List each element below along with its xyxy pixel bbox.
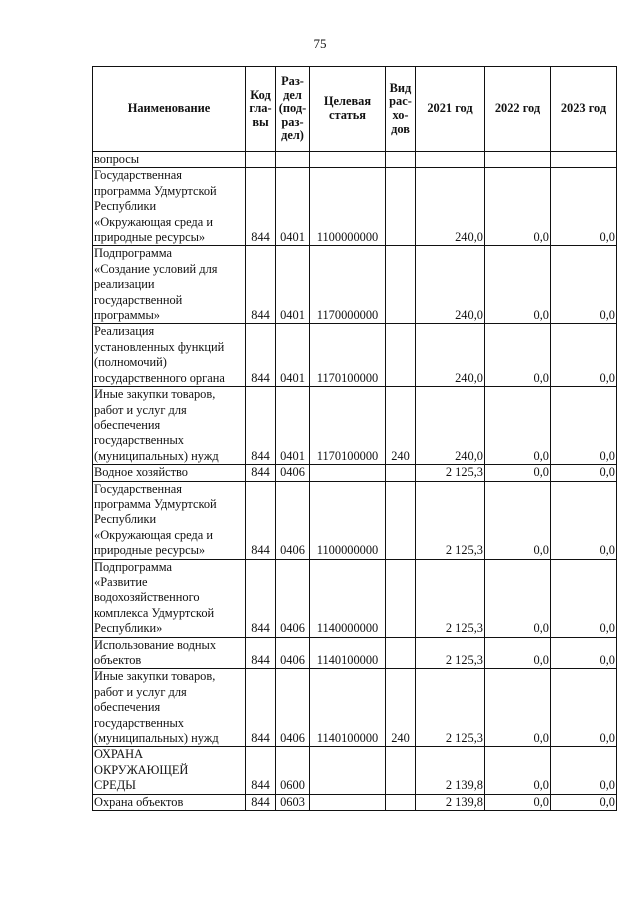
header-2023: 2023 год [551, 67, 617, 152]
row-expense: 240 [386, 387, 416, 465]
row-name-line: комплекса Удмуртской [94, 605, 215, 620]
header-name: Наименование [93, 67, 246, 152]
row-name [93, 747, 246, 794]
row-target [310, 465, 386, 481]
row-name-line: (полномочий) [94, 355, 167, 370]
header-expense: Вид рас- хо- дов [386, 67, 416, 152]
row-name-line: Подпрограмма [94, 246, 172, 261]
row-2023: 0,0 [551, 669, 617, 747]
row-name-line: Охрана объектов [94, 794, 184, 809]
table-row [93, 465, 617, 481]
row-target [310, 794, 386, 810]
row-name-line: СРЕДЫ [94, 778, 136, 793]
header-target: Целевая статья [310, 67, 386, 152]
row-name-line: Республики» [94, 621, 163, 636]
row-target: 1170100000 [310, 387, 386, 465]
row-code: 844 [246, 465, 276, 481]
row-2021 [416, 152, 485, 168]
row-2023: 0,0 [551, 324, 617, 387]
row-expense [386, 246, 416, 324]
row-name [93, 324, 246, 387]
row-code: 844 [246, 747, 276, 794]
row-section: 0406 [276, 559, 310, 637]
row-expense [386, 747, 416, 794]
row-code: 844 [246, 168, 276, 246]
row-name-line: Государственная [94, 168, 182, 183]
row-expense [386, 168, 416, 246]
row-2021: 2 125,3 [416, 481, 485, 559]
row-2021: 2 139,8 [416, 794, 485, 810]
row-name-line: установленных функций [94, 339, 225, 354]
budget-table [92, 66, 617, 811]
row-expense [386, 794, 416, 810]
row-expense [386, 152, 416, 168]
row-name-line: работ и услуг для [94, 402, 187, 417]
row-name [93, 246, 246, 324]
row-section: 0401 [276, 246, 310, 324]
header-2021: 2021 год [416, 67, 485, 152]
row-name-line: обеспечения [94, 417, 161, 432]
row-name-line: вопросы [94, 152, 140, 166]
row-section: 0401 [276, 324, 310, 387]
row-expense [386, 637, 416, 669]
table-header-row [93, 67, 617, 152]
row-name [93, 559, 246, 637]
row-code: 844 [246, 669, 276, 747]
row-name [93, 465, 246, 481]
row-name-line: Реализация [94, 324, 155, 339]
table-body [93, 152, 617, 811]
row-target: 1100000000 [310, 481, 386, 559]
row-code: 844 [246, 559, 276, 637]
row-2022: 0,0 [485, 465, 551, 481]
row-name-line: объектов [94, 653, 142, 667]
table-row [93, 324, 617, 387]
row-expense [386, 559, 416, 637]
row-section: 0406 [276, 465, 310, 481]
header-code: Код гла- вы [246, 67, 276, 152]
row-section [276, 152, 310, 168]
row-target: 1170100000 [310, 324, 386, 387]
row-section: 0406 [276, 481, 310, 559]
row-name-line: Подпрограмма [94, 559, 172, 574]
row-name-line: программа Удмуртской [94, 496, 217, 511]
row-name-line: Иные закупки товаров, [94, 669, 216, 684]
row-name-line: ОКРУЖАЮЩЕЙ [94, 762, 189, 777]
row-name-line: природные ресурсы» [94, 543, 206, 558]
row-2021: 240,0 [416, 246, 485, 324]
row-2023: 0,0 [551, 481, 617, 559]
row-target [310, 747, 386, 794]
table-row [93, 152, 617, 168]
table-row [93, 481, 617, 559]
row-2023: 0,0 [551, 246, 617, 324]
row-name-line: государственных [94, 715, 185, 730]
row-2023: 0,0 [551, 794, 617, 810]
row-name-line: водохозяйственного [94, 590, 200, 605]
row-2022: 0,0 [485, 324, 551, 387]
row-expense: 240 [386, 669, 416, 747]
row-name [93, 481, 246, 559]
row-name-line: государственных [94, 433, 185, 448]
row-2023: 0,0 [551, 465, 617, 481]
row-target [310, 152, 386, 168]
row-target: 1100000000 [310, 168, 386, 246]
row-section: 0401 [276, 387, 310, 465]
row-2023: 0,0 [551, 637, 617, 669]
row-name-line: «Окружающая среда и [94, 527, 213, 542]
row-name-line: Государственная [94, 481, 182, 496]
row-expense [386, 465, 416, 481]
row-name [93, 794, 246, 810]
table-row [93, 637, 617, 669]
row-2021: 2 125,3 [416, 465, 485, 481]
row-name [93, 669, 246, 747]
row-section: 0603 [276, 794, 310, 810]
row-target: 1140100000 [310, 669, 386, 747]
row-2022: 0,0 [485, 559, 551, 637]
row-target: 1170000000 [310, 246, 386, 324]
row-name-line: государственной [94, 292, 183, 307]
row-name-line: Республики [94, 512, 157, 527]
row-2023: 0,0 [551, 168, 617, 246]
table-row [93, 387, 617, 465]
row-2023 [551, 152, 617, 168]
row-2021: 240,0 [416, 387, 485, 465]
row-2022: 0,0 [485, 246, 551, 324]
row-2023: 0,0 [551, 387, 617, 465]
table-row [93, 168, 617, 246]
row-name-line: «Окружающая среда и [94, 214, 213, 229]
row-2022: 0,0 [485, 387, 551, 465]
row-name-line: обеспечения [94, 700, 161, 715]
row-2021: 2 139,8 [416, 747, 485, 794]
row-2021: 240,0 [416, 324, 485, 387]
header-section: Раз- дел (под- раз- дел) [276, 67, 310, 152]
header-2022: 2022 год [485, 67, 551, 152]
row-code: 844 [246, 387, 276, 465]
row-2022: 0,0 [485, 637, 551, 669]
row-name-line: Водное хозяйство [94, 465, 189, 480]
row-name-line: Использование водных [94, 637, 217, 652]
row-name-line: Иные закупки товаров, [94, 387, 216, 402]
row-expense [386, 481, 416, 559]
row-name-line: программы» [94, 308, 161, 323]
row-name-line: Республики [94, 199, 157, 214]
page-number: 75 [313, 36, 327, 51]
row-target: 1140100000 [310, 637, 386, 669]
row-name-line: работ и услуг для [94, 684, 187, 699]
row-section: 0401 [276, 168, 310, 246]
row-2021: 240,0 [416, 168, 485, 246]
row-name-line: природные ресурсы» [94, 230, 206, 245]
row-code: 844 [246, 637, 276, 669]
row-2022: 0,0 [485, 168, 551, 246]
table-row [93, 747, 617, 794]
row-target: 1140000000 [310, 559, 386, 637]
row-section: 0406 [276, 637, 310, 669]
table-row [93, 559, 617, 637]
row-code: 844 [246, 324, 276, 387]
row-code [246, 152, 276, 168]
row-section: 0406 [276, 669, 310, 747]
row-2022: 0,0 [485, 794, 551, 810]
row-name-line: «Развитие [94, 574, 148, 589]
row-name [93, 637, 246, 669]
row-2022: 0,0 [485, 747, 551, 794]
row-code: 844 [246, 481, 276, 559]
table-row [93, 794, 617, 810]
row-2022: 0,0 [485, 481, 551, 559]
row-name [93, 387, 246, 465]
row-name [93, 152, 246, 168]
row-2022 [485, 152, 551, 168]
row-2023: 0,0 [551, 747, 617, 794]
row-2022: 0,0 [485, 669, 551, 747]
row-section: 0600 [276, 747, 310, 794]
row-2021: 2 125,3 [416, 669, 485, 747]
row-2021: 2 125,3 [416, 559, 485, 637]
row-name-line: (муниципальных) нужд [94, 448, 219, 463]
row-code: 844 [246, 794, 276, 810]
row-code: 844 [246, 246, 276, 324]
row-2023: 0,0 [551, 559, 617, 637]
row-2021: 2 125,3 [416, 637, 485, 669]
table-row [93, 246, 617, 324]
row-name-line: реализации [94, 277, 155, 292]
table-row [93, 669, 617, 747]
row-name-line: «Создание условий для [94, 261, 218, 276]
row-name [93, 168, 246, 246]
row-name-line: государственного органа [94, 370, 225, 385]
row-name-line: программа Удмуртской [94, 183, 217, 198]
row-expense [386, 324, 416, 387]
row-name-line: ОХРАНА [94, 747, 144, 762]
row-name-line: (муниципальных) нужд [94, 731, 219, 746]
